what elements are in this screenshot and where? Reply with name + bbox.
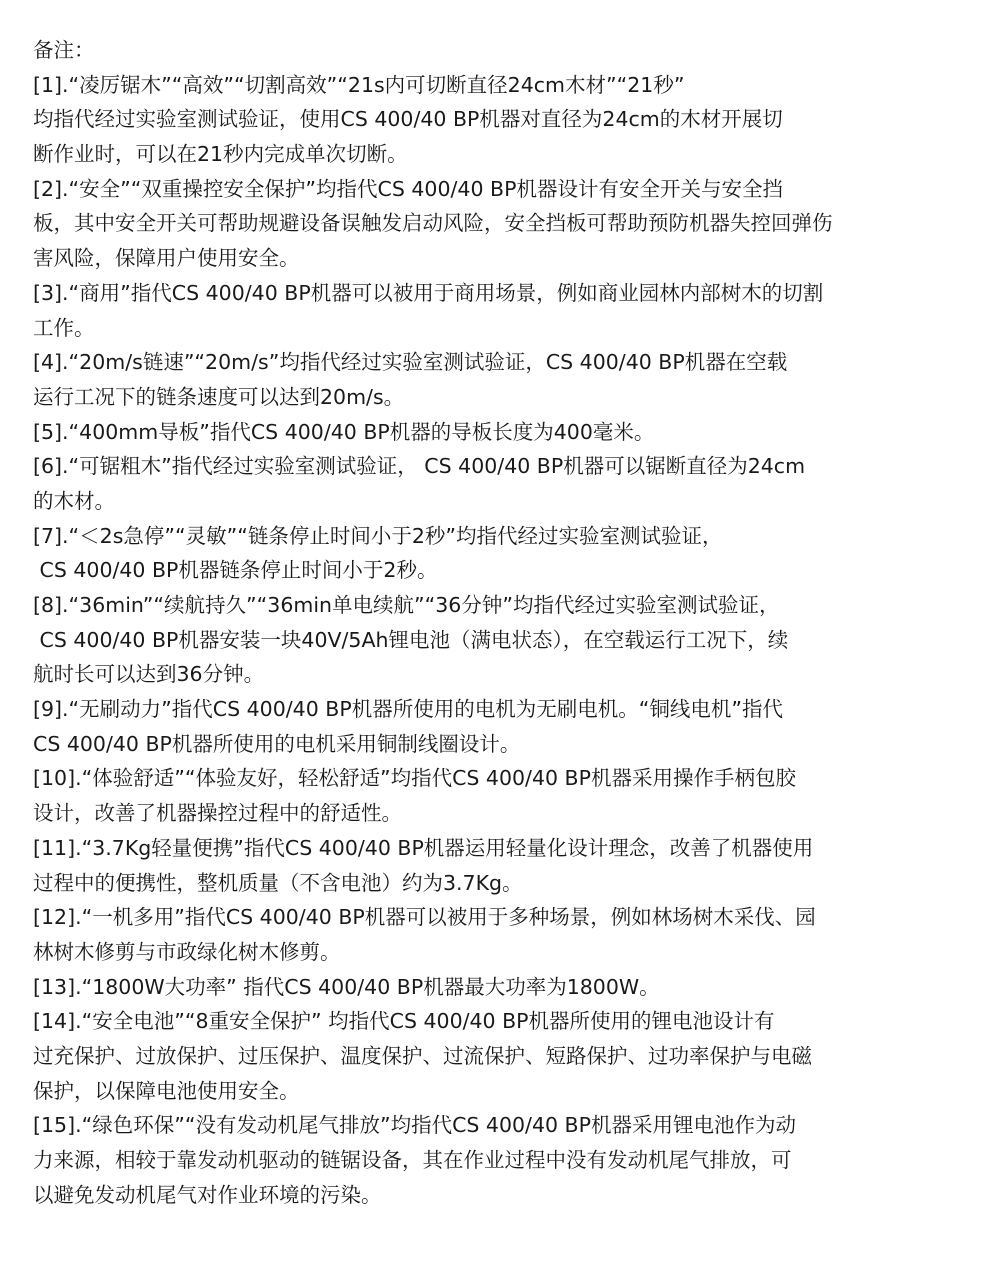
note-15-line-3: 以避免发动机尾气对作业环境的污染。 [33,1182,382,1207]
note-14-line-3: 保护，以保障电池使用安全。 [33,1078,300,1103]
note-10-line-2: 设计，改善了机器操控过程中的舒适性。 [33,801,402,826]
note-1-line-2: 均指代经过实验室测试验证，使用CS 400/40 BP机器对直径为24cm的木材开展切 [33,107,783,132]
note-2-line-3: 害风险，保障用户使用安全。 [33,246,300,271]
note-14-line-1: [14].“安全电池”“8重安全保护” 均指代CS 400/40 BP机器所使用的锂电池设计有 [33,1009,775,1034]
note-4-line-1: [4].“20m/s链速”“20m/s”均指代经过实验室测试验证，CS 400/40 BP机器在空载 [33,350,788,375]
note-14-line-2: 过充保护、过放保护、过压保护、温度保护、过流保护、短路保护、过功率保护与电磁 [33,1043,812,1068]
note-13-line-1: [13].“1800W大功率” 指代CS 400/40 BP机器最大功率为1800W。 [33,974,660,999]
note-3-line-1: [3].“商用”指代CS 400/40 BP机器可以被用于商用场景，例如商业园林内部树木的切割 [33,280,824,305]
note-2-line-2: 板，其中安全开关可帮助规避设备误触发启动风险，安全挡板可帮助预防机器失控回弹伤 [33,211,833,236]
note-3-line-2: 工作。 [33,315,95,340]
note-9-line-1: [9].“无刷动力”指代CS 400/40 BP机器所使用的电机为无刷电机。“铜线电机”指代 [33,697,783,722]
note-7-line-2: CS 400/40 BP机器链条停止时间小于2秒。 [33,558,438,583]
note-11-line-2: 过程中的便携性，整机质量（不含电池）约为3.7Kg。 [33,870,523,895]
note-11-line-1: [11].“3.7Kg轻量便携”指代CS 400/40 BP机器运用轻量化设计理念，改善了机器使用 [33,835,814,860]
note-2-line-1: [2].“安全”“双重操控安全保护”均指代CS 400/40 BP机器设计有安全开关与安全挡 [33,176,783,201]
note-12-line-2: 林树木修剪与市政绿化树木修剪。 [33,939,341,964]
note-5-line-1: [5].“400mm导板”指代CS 400/40 BP机器的导板长度为400毫米。 [33,419,655,444]
note-8-line-2: CS 400/40 BP机器安装一块40V/5Ah锂电池（满电状态），在空载运行工况下，续 [33,627,789,652]
notes-block [33,33,968,1212]
note-6-line-2: 的木材。 [33,488,115,513]
note-10-line-1: [10].“体验舒适”“体验友好，轻松舒适”均指代CS 400/40 BP机器采用操作手柄包胶 [33,766,796,791]
note-8-line-3: 航时长可以达到36分钟。 [33,662,265,687]
note-9-line-2: CS 400/40 BP机器所使用的电机采用铜制线圈设计。 [33,731,521,756]
note-12-line-1: [12].“一机多用”指代CS 400/40 BP机器可以被用于多种场景，例如林场树木采伐、园 [33,905,816,930]
note-15-line-2: 力来源，相较于靠发动机驱动的链锯设备，其在作业过程中没有发动机尾气排放，可 [33,1148,792,1172]
note-1-line-1: [1].“凌厉锯木”“高效”“切割高效”“21s内可切断直径24cm木材”“21秒” [33,72,685,97]
note-4-line-2: 运行工况下的链条速度可以达到20m/s。 [33,384,405,409]
note-8-line-1: [8].“36min”“续航持久”“36min单电续航”“36分钟”均指代经过实验室测试验证， [33,593,780,617]
note-6-line-1: [6].“可锯粗木”指代经过实验室测试验证， CS 400/40 BP机器可以锯断直径为24cm [33,454,806,479]
notes-heading: 备注： [33,38,95,62]
note-7-line-1: [7].“＜2s急停”“灵敏”“链条停止时间小于2秒”均指代经过实验室测试验证， [33,523,723,548]
note-1-line-3: 断作业时，可以在21秒内完成单次切断。 [33,142,408,167]
note-15-line-1: [15].“绿色环保”“没有发动机尾气排放”均指代CS 400/40 BP机器采用锂电池作为动 [33,1113,796,1138]
